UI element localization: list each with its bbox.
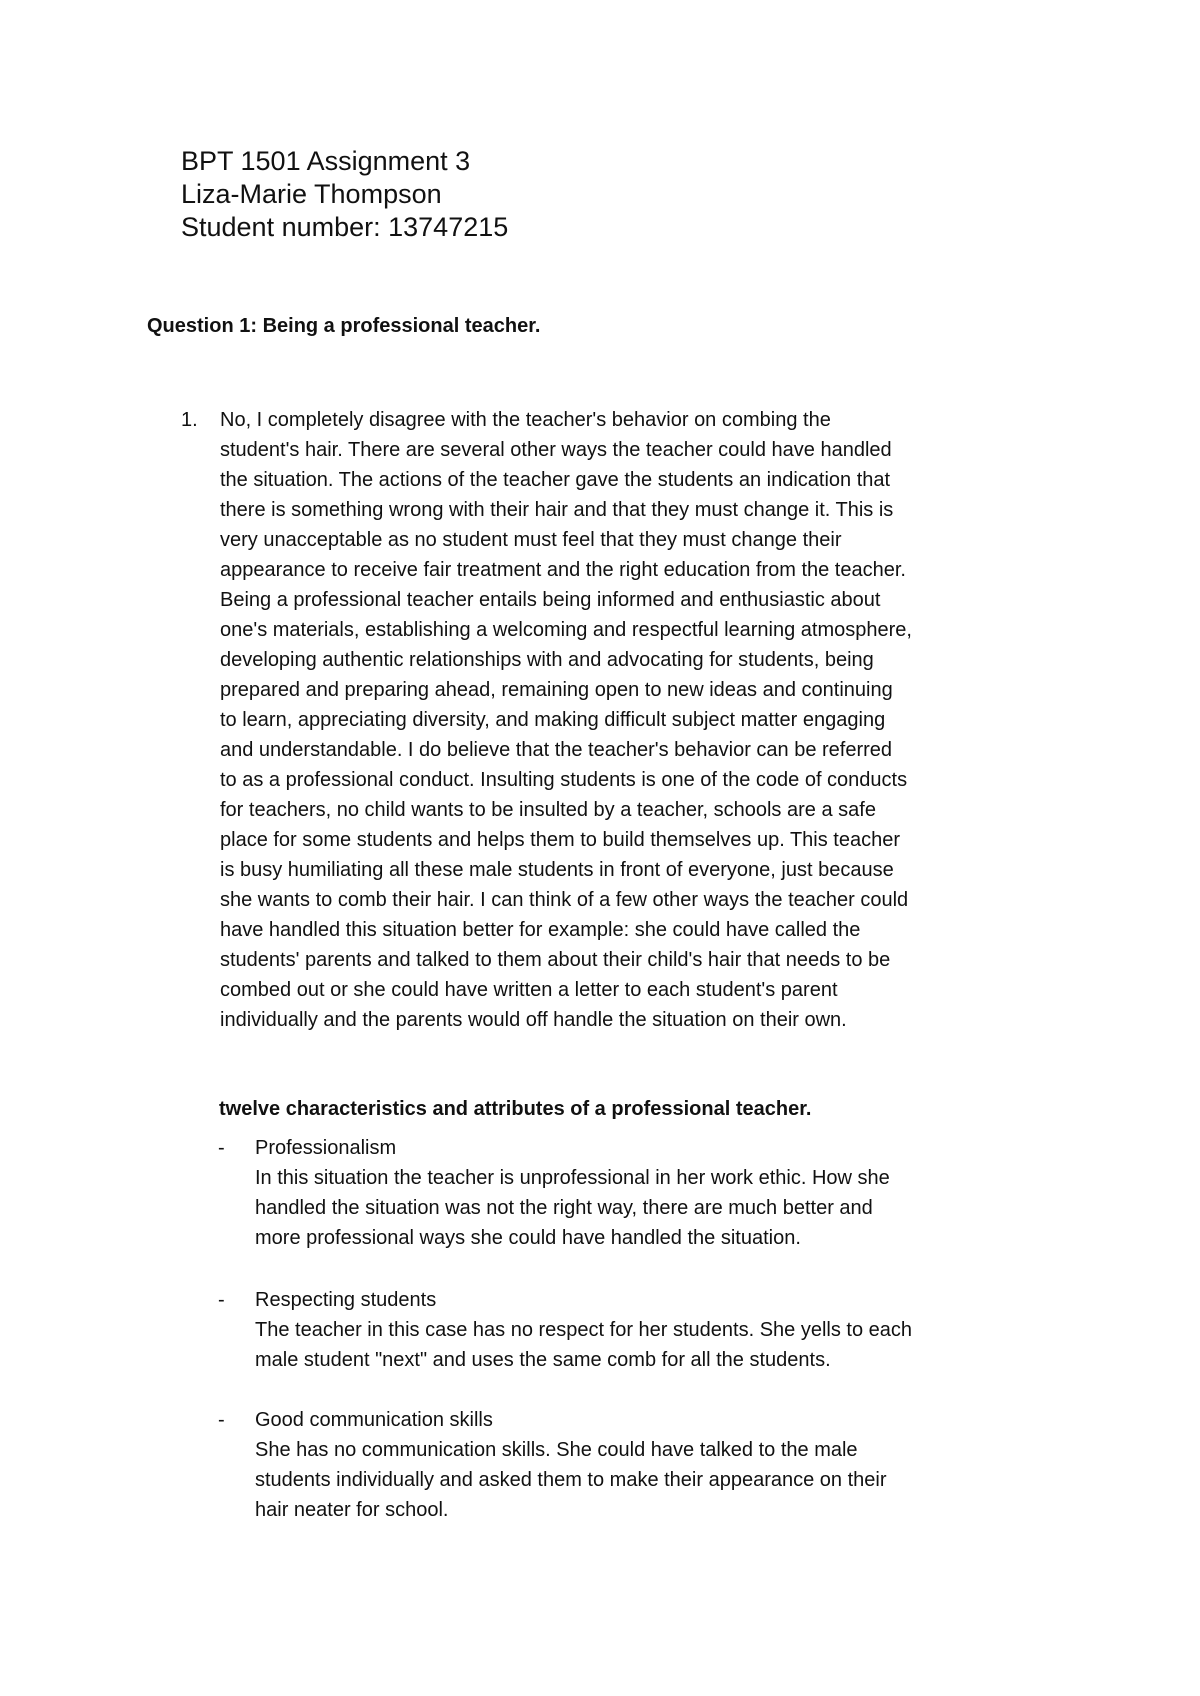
trait-title: Good communication skills [255,1409,493,1431]
answer-line: for teachers, no child wants to be insulted by a teacher, schools are a safe [220,799,876,821]
answer-line: appearance to receive fair treatment and the right education from the teacher. [220,559,906,581]
document-header [181,145,508,244]
student-number: Student number: 13747215 [181,212,509,242]
trait-title: Professionalism [255,1137,397,1159]
list-dash: - [218,1137,225,1159]
answer-line: and understandable. I do believe that the teacher's behavior can be referred [220,739,893,761]
list-dash: - [218,1289,225,1311]
traits-heading: twelve characteristics and attributes of a professional teacher. [219,1098,812,1120]
trait-line: handled the situation was not the right way, there are much better and [255,1197,873,1219]
answer-number: 1. [181,409,198,431]
answer-line: student's hair. There are several other ways the teacher could have handled [220,439,892,461]
answer-line: to as a professional conduct. Insulting students is one of the code of conducts [220,769,908,791]
trait-body [255,1133,1095,1253]
assignment-title: BPT 1501 Assignment 3 [181,146,471,176]
trait-line: more professional ways she could have handled the situation. [255,1227,801,1249]
answer-line: No, I completely disagree with the teacher's behavior on combing the [220,409,831,431]
answer-line: combed out or she could have written a letter to each student's parent [220,979,838,1001]
list-dash: - [218,1409,225,1431]
answer-line: to learn, appreciating diversity, and making difficult subject matter engaging [220,709,886,731]
author-name: Liza-Marie Thompson [181,179,442,209]
question-1-heading: Question 1: Being a professional teacher. [147,315,541,337]
answer-line: there is something wrong with their hair and that they must change it. This is [220,499,894,521]
answer-line: she wants to comb their hair. I can think of a few other ways the teacher could [220,889,909,911]
trait-line: male student "next" and uses the same comb for all the students. [255,1349,831,1371]
answer-line: individually and the parents would off handle the situation on their own. [220,1009,847,1031]
answer-line: one's materials, establishing a welcoming and respectful learning atmosphere, [220,619,912,641]
answer-line: very unacceptable as no student must feel that they must change their [220,529,842,551]
answer-line: is busy humiliating all these male students in front of everyone, just because [220,859,894,881]
answer-text [220,405,1090,1035]
trait-line: She has no communication skills. She could have talked to the male [255,1439,858,1461]
trait-title: Respecting students [255,1289,437,1311]
answer-line: the situation. The actions of the teacher gave the students an indication that [220,469,891,491]
answer-line: Being a professional teacher entails being informed and enthusiastic about [220,589,881,611]
trait-line: students individually and asked them to make their appearance on their [255,1469,887,1491]
trait-body [255,1285,1095,1375]
trait-body [255,1405,1095,1525]
answer-line: students' parents and talked to them about their child's hair that needs to be [220,949,891,971]
answer-line: prepared and preparing ahead, remaining open to new ideas and continuing [220,679,893,701]
answer-line: place for some students and helps them to build themselves up. This teacher [220,829,901,851]
answer-line: have handled this situation better for example: she could have called the [220,919,861,941]
answer-line: developing authentic relationships with and advocating for students, being [220,649,874,671]
trait-line: The teacher in this case has no respect for her students. She yells to each [255,1319,913,1341]
trait-line: In this situation the teacher is unprofessional in her work ethic. How she [255,1167,890,1189]
trait-line: hair neater for school. [255,1499,449,1521]
